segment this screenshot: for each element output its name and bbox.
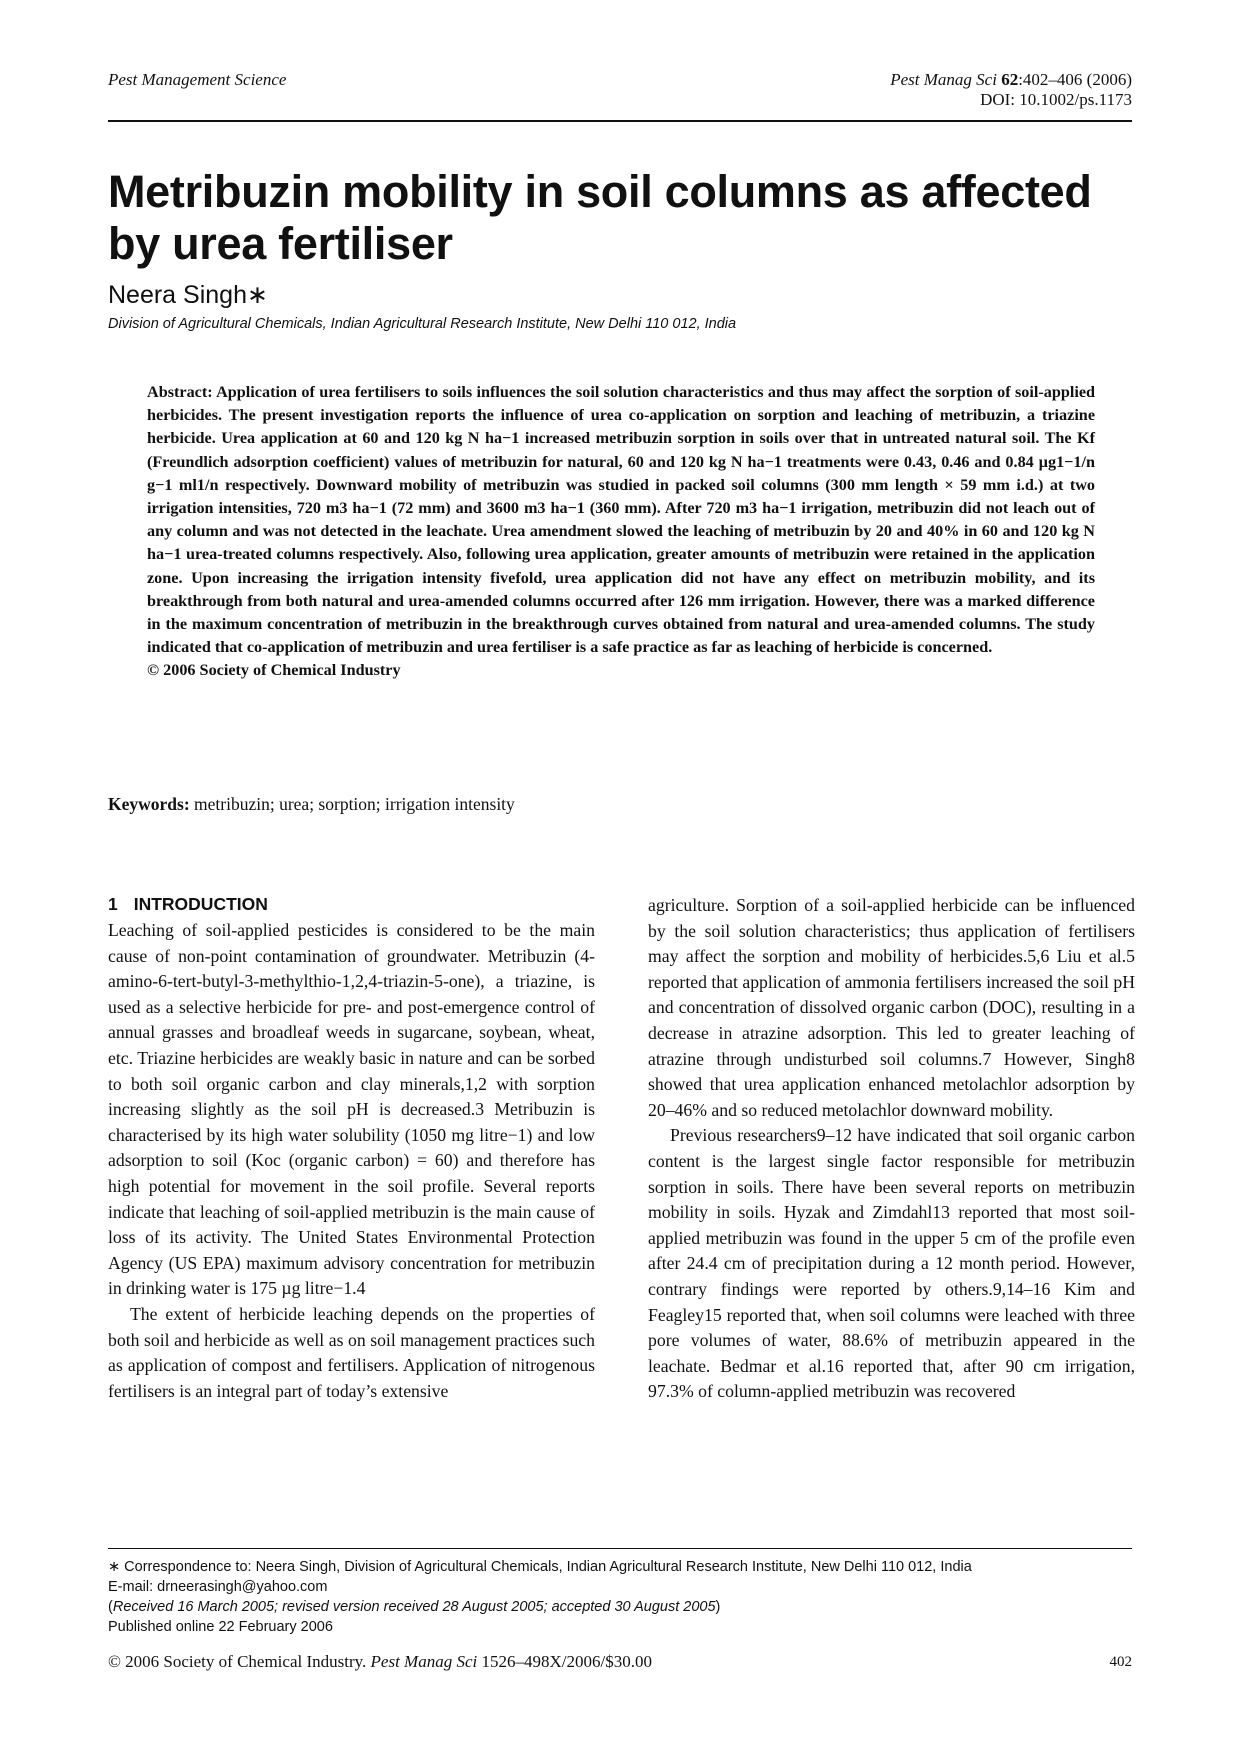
paragraph: The extent of herbicide leaching depends on the properties of both soil and herbicide as well as on soil management practices such as application of compost and fertilisers. Application of nitrogenous fertilisers is an integral part of today’s extensive — [108, 1303, 595, 1401]
keywords — [108, 794, 515, 815]
doi: DOI: 10.1002/ps.1173 — [980, 90, 1132, 109]
running-header-citation — [890, 70, 1132, 110]
author-name: Neera Singh∗ — [108, 281, 268, 309]
abstract-label: Abstract: — [147, 383, 213, 401]
citation-volume: 62 — [1001, 70, 1019, 89]
paragraph: agriculture. Sorption of a soil-applied herbicide can be influenced by the soil solution characteristics; thus application of fertilisers may affect the sorption and mobility of herbicides.5,6 Liu et al.5 reported that application of ammonia fertilisers increased the soil pH and concentration of dissolved organic carbon (DOC), resulting in a decrease in atrazine adsorption. This led to greater leaching of atrazine through undisturbed soil columns.7 However, Singh8 showed that urea application enhanced metolachlor adsorption by 20–46% and so reduced metolachlor downward mobility. — [648, 895, 1135, 1120]
footnote-email: E-mail: drneerasingh@yahoo.com — [108, 1579, 328, 1595]
running-header-journal: Pest Management Science — [108, 70, 287, 89]
author-affiliation: Division of Agricultural Chemicals, Indian Agricultural Research Institute, New Delhi 110 012, India — [108, 316, 737, 332]
footer-copyright: © 2006 Society of Chemical Industry. — [108, 1652, 367, 1671]
footnote-rule — [108, 1548, 1132, 1549]
footnote-received: (Received 16 March 2005; revised version received 28 August 2005; accepted 30 August 2005) — [108, 1599, 721, 1615]
citation-journal: Pest Manag Sci — [890, 70, 997, 89]
abstract-text: Application of urea fertilisers to soils influences the soil solution characteristics and thus may affect the sorption of soil-applied herbicides. The present investigation reports the influence of urea co-application on sorption and leaching of metribuzin, a triazine herbicide. Urea application at 60 and 120 kg N ha−1 increased metribuzin sorption in soils over that in untreated natural soil. The Kf (Freundlich adsorption coefficient) values of metribuzin for natural, 60 and 120 kg N ha−1 treatments were 0.43, 0.46 and 0.84 µg1−1/n g−1 ml1/n respectively. Downward mobility of metribuzin was studied in packed soil columns (300 mm length × 59 mm i.d.) at two irrigation intensities, 720 m3 ha−1 (72 mm) and 3600 m3 ha−1 (360 mm). After 720 m3 ha−1 irrigation, metribuzin did not leach out of any column and was not detected in the leachate. Urea amendment slowed the leaching of metribuzin by 20 and 40% in 60 and 120 kg N ha−1 urea-treated columns respectively. Also, following urea application, greater amounts of metribuzin were retained in the application zone. Upon increasing the irrigation intensity fivefold, urea application did not have any effect on metribuzin mobility, and its breakthrough from both natural and urea-amended columns occurred after 126 mm irrigation. However, there was a marked difference in the maximum concentration of metribuzin in the breakthrough curves obtained from natural and urea-amended columns. The study indicated that co-application of metribuzin and urea fertiliser is a safe practice as far as leaching of herbicide is concerned. — [147, 383, 1096, 657]
column-left — [108, 893, 595, 1404]
keywords-label: Keywords: — [108, 794, 190, 814]
footnote-published: Published online 22 February 2006 — [108, 1619, 333, 1635]
article-title: Metribuzin mobility in soil columns as affected by urea fertiliser — [108, 166, 1092, 269]
keywords-text: metribuzin; urea; sorption; irrigation intensity — [194, 794, 515, 814]
section-heading — [108, 893, 595, 915]
footer-copyright-line — [108, 1652, 652, 1672]
footnote-correspondence: ∗ Correspondence to: Neera Singh, Division of Agricultural Chemicals, Indian Agricultural Research Institute, New Delhi 110 012, India — [108, 1559, 972, 1575]
citation-pages: :402–406 (2006) — [1018, 70, 1132, 89]
section-title: INTRODUCTION — [133, 894, 268, 914]
section-number: 1 — [108, 894, 118, 914]
page-number: 402 — [1109, 1654, 1132, 1670]
header-rule — [108, 120, 1132, 122]
citation-line — [890, 70, 1132, 90]
column-right — [648, 893, 1135, 1405]
abstract — [147, 381, 1095, 683]
received-dates: Received 16 March 2005; revised version received 28 August 2005; accepted 30 August 2005 — [112, 1599, 716, 1615]
footer-issn: 1526–498X/2006/$30.00 — [481, 1652, 652, 1671]
abstract-copyright: © 2006 Society of Chemical Industry — [147, 661, 401, 680]
footer-journal: Pest Manag Sci — [370, 1652, 478, 1671]
paragraph: Previous researchers9–12 have indicated that soil organic carbon content is the largest single factor responsible for metribuzin sorption in soils. There have been several reports on metribuzin mobility in soils. Hyzak and Zimdahl13 reported that most soil-applied metribuzin was found in the upper 5 cm of the profile even after 24.4 cm of precipitation during a 12 month period. However, contrary findings were reported by others.9,14–16 Kim and Feagley15 reported that, when soil columns were leached with three pore volumes of water, 88.6% of metribuzin appeared in the leachate. Bedmar et al.16 reported that, after 90 cm irrigation, 97.3% of column-applied metribuzin was recovered — [648, 1125, 1135, 1402]
paragraph: Leaching of soil-applied pesticides is considered to be the main cause of non-point contamination of groundwater. Metribuzin (4-amino-6-tert-butyl-3-methylthio-1,2,4-triazin-5-one), a triazine, is used as a selective herbicide for pre- and post-emergence control of annual grasses and broadleaf weeds in sugarcane, soybean, wheat, etc. Triazine herbicides are weakly basic in nature and can be sorbed to both soil organic carbon and clay minerals,1,2 with sorption increasing slightly as the soil pH is decreased.3 Metribuzin is characterised by its high water solubility (1050 mg litre−1) and low adsorption to soil (Koc (organic carbon) = 60) and therefore has high potential for movement in the soil profile. Several reports indicate that leaching of soil-applied metribuzin is the main cause of loss of its activity. The United States Environmental Protection Agency (US EPA) maximum advisory concentration for metribuzin in drinking water is 175 µg litre−1.4 — [108, 920, 595, 1299]
